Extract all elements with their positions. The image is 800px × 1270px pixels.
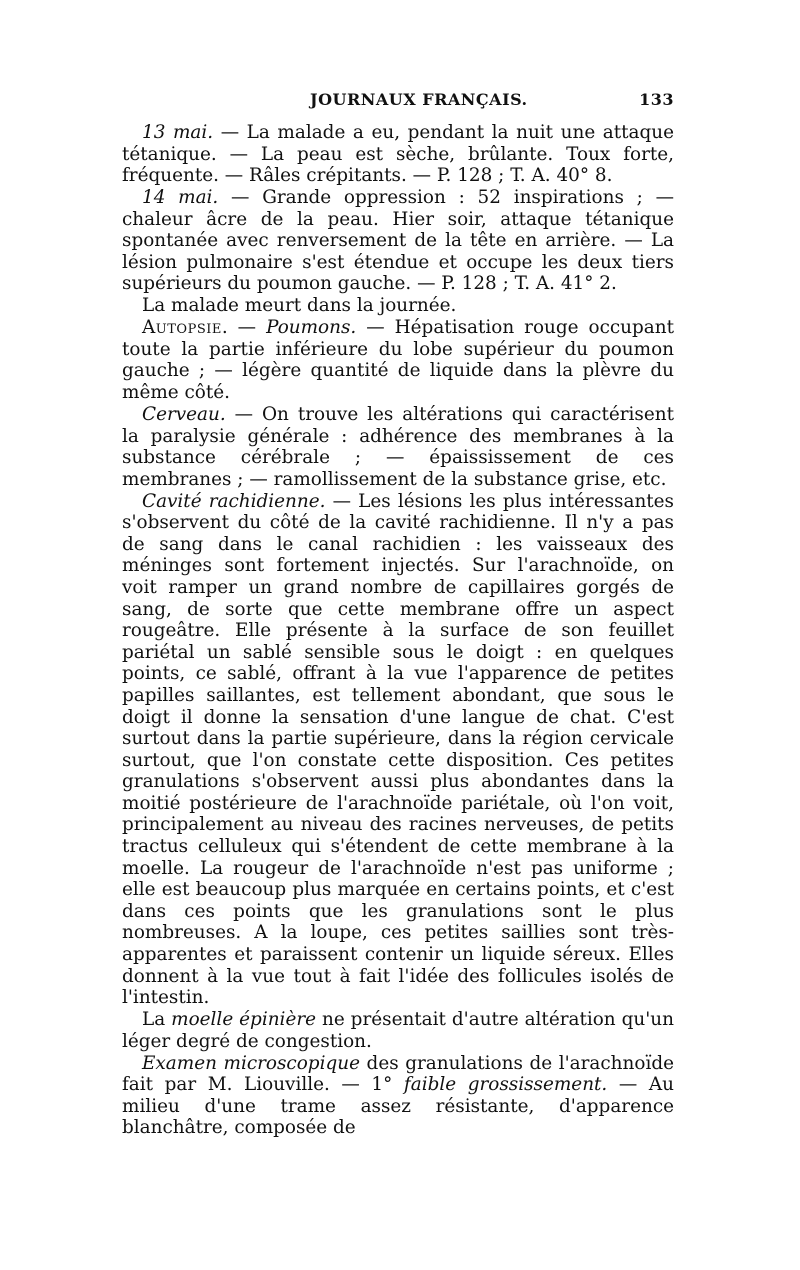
paragraph-death [122, 295, 674, 317]
paragraph-cavite-rachidienne [122, 491, 674, 1009]
section-label: Autopsie [142, 317, 222, 339]
paragraph-text: des granulations de l'arachnoïde fait par M. Liouville. — 1° [122, 1052, 674, 1096]
page-number: 133 [639, 90, 674, 109]
paragraph-text: — La malade a eu, pendant la nuit une attaque tétanique. — La peau est sèche, brûlante. Toux forte, fréquente. — Râles crépitants. — P. 128 ; T. A. 40° 8. [122, 122, 674, 187]
paragraph-text: — Les lésions les plus intéressantes s'observent du côté de la cavité rachidienne. Il n'y a pas de sang dans le canal rachidien : les vaisseaux des méninges sont fortement injectés. Sur l'arachnoïde, on voit ramper un grand nombre de capillaires gorgés de sang, de sorte que cette membrane offre un aspect rougeâtre. Elle présente à la surface de son feuillet pariétal un sablé sensible sous le doigt : en quelques points, ce sablé, offrant à la vue l'apparence de petites papilles saillantes, est tellement abondant, que sous le doigt il donne la sensation d'une langue de chat. C'est surtout dans la partie supérieure, dans la région cervicale surtout, que l'on constate cette disposition. Ces petites granulations s'observent aussi plus abondantes dans la moitié postérieure de l'arachnoïde pariétale, où l'on voit, principalement au niveau des racines nerveuses, de petits tractus celluleux qui s'étendent de cette membrane à la moelle. La rougeur de l'arachnoïde n'est pas uniforme ; elle est beaucoup plus marquée en certains points, et c'est dans ces points que les granulations sont le plus nombreuses. A la loupe, ces petites saillies sont très-apparentes et paraissent contenir un liquide séreux. Elles donnent à la vue tout à fait l'idée des follicules isolés de l'intestin. [122, 490, 674, 1009]
subsection-label: Cavité rachidienne. [142, 490, 326, 512]
paragraph-13-mai [122, 122, 674, 187]
running-title: JOURNAUX FRANÇAIS. [310, 90, 528, 109]
paragraph-cerveau [122, 404, 674, 490]
subsection-label: Cerveau. [142, 403, 226, 425]
paragraph-moelle [122, 1009, 674, 1052]
paragraph-autopsie [122, 317, 674, 403]
subsection-label: faible grossissement. [403, 1074, 608, 1096]
subsection-label: Examen microscopique [142, 1052, 360, 1074]
subsection-label: moelle épinière [171, 1009, 316, 1031]
paragraph-14-mai [122, 187, 674, 295]
date-label: 14 mai. [142, 187, 219, 209]
book-page [122, 90, 674, 1139]
page-header [122, 90, 674, 122]
paragraph-text: — Hépatisation rouge occupant toute la partie inférieure du lobe supérieur du poumon gauche ; — légère quantité de liquide dans la plèvre du même côté. [122, 317, 674, 404]
paragraph-text: La [142, 1009, 172, 1031]
date-label: 13 mai. [142, 122, 214, 143]
paragraph-text: . — [221, 317, 267, 339]
subsection-label: Poumons. [266, 317, 357, 339]
paragraph-text: — On trouve les altérations qui caractérisent la paralysie générale : adhérence des membranes à la substance cérébrale ; — épaississement de ces membranes ; — ramollissement de la substance grise, etc. [122, 403, 674, 490]
page-body [122, 122, 674, 1139]
paragraph-text: La malade meurt dans la journée. [142, 295, 457, 317]
paragraph-text: — Au milieu d'une trame assez résistante, d'apparence blanchâtre, composée de [122, 1074, 674, 1139]
paragraph-examen [122, 1053, 674, 1139]
paragraph-text: ne présentait d'autre altération qu'un léger degré de congestion. [122, 1009, 674, 1052]
paragraph-text: — Grande oppression : 52 inspirations ; — chaleur âcre de la peau. Hier soir, attaque tétanique spontanée avec renversement de la tête en arrière. — La lésion pulmonaire s'est étendue et occupe les deux tiers supérieurs du poumon gauche. — P. 128 ; T. A. 41° 2. [122, 187, 674, 295]
